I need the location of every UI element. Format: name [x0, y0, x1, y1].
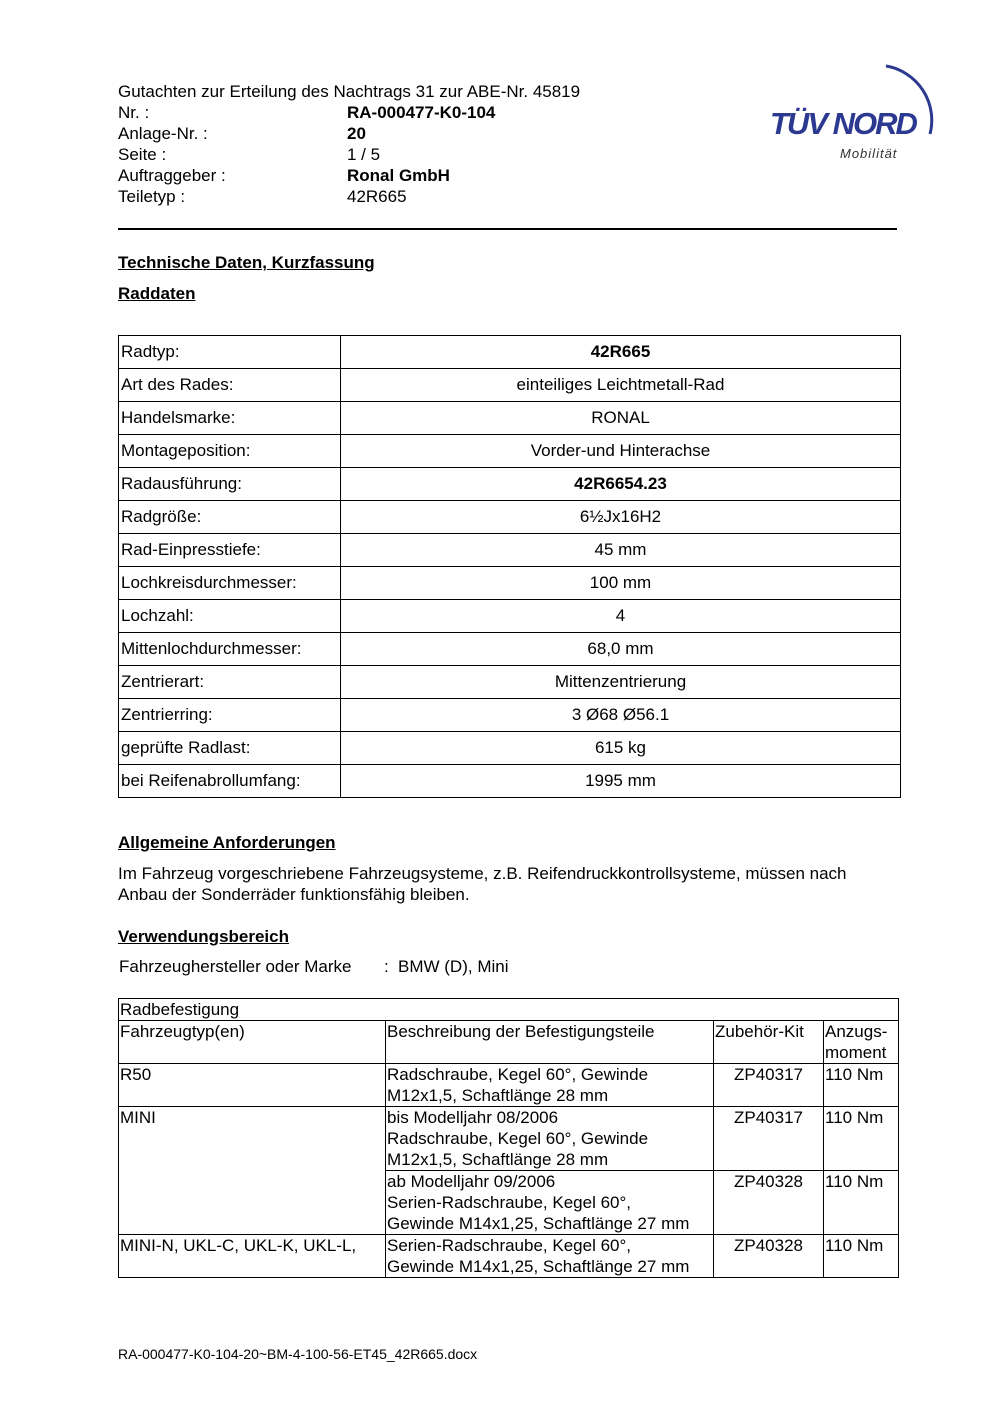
- section-title-technische-daten: Technische Daten, Kurzfassung: [118, 253, 375, 272]
- row-anzugsmoment: 110 Nm: [824, 1235, 899, 1278]
- table-row: [119, 1107, 899, 1171]
- document-title: Gutachten zur Erteilung des Nachtrags 31 zur ABE-Nr. 45819: [118, 82, 581, 101]
- table-row: [119, 567, 901, 600]
- anforderungen-text: Im Fahrzeug vorgeschriebene Fahrzeugsysteme, z.B. Reifendruckkontrollsysteme, müssen nach Anbau der Sonderräder funktionsfähig bleiben.: [118, 864, 847, 904]
- row-fahrzeugtyp: MINI: [119, 1107, 386, 1171]
- logo-brand-text: TÜV NORD: [770, 106, 916, 141]
- header-divider: [118, 228, 897, 230]
- table-row: [119, 534, 901, 567]
- table-row: [119, 1235, 899, 1278]
- section-title-raddaten: Raddaten: [118, 284, 196, 303]
- header-fahrzeugtyp: Fahrzeugtyp(en): [119, 1021, 386, 1064]
- row-anzugsmoment: 110 Nm: [824, 1064, 899, 1107]
- raddaten-table: [118, 335, 901, 798]
- table-row: [119, 468, 901, 501]
- raddaten-label: Montageposition:: [119, 435, 341, 468]
- header-value-seite: 1 / 5: [347, 145, 381, 164]
- raddaten-value: 4: [341, 600, 901, 633]
- table-row: [119, 1064, 899, 1107]
- raddaten-value: 615 kg: [341, 732, 901, 765]
- raddaten-label: Zentrierart:: [119, 666, 341, 699]
- raddaten-value: Vorder-und Hinterachse: [341, 435, 901, 468]
- row-zubehoer-kit: ZP40328: [714, 1171, 824, 1235]
- raddaten-label: Lochkreisdurchmesser:: [119, 567, 341, 600]
- row-anzugsmoment: 110 Nm: [824, 1107, 899, 1171]
- raddaten-label: Lochzahl:: [119, 600, 341, 633]
- radbefestigung-table: [118, 998, 899, 1278]
- table-row: [119, 1171, 899, 1235]
- raddaten-value: 45 mm: [341, 534, 901, 567]
- table-row: [119, 600, 901, 633]
- table-row: [119, 666, 901, 699]
- row-fahrzeugtyp: [119, 1171, 386, 1235]
- table-row: [119, 435, 901, 468]
- header-zubehoer-kit: Zubehör-Kit: [714, 1021, 824, 1064]
- raddaten-label: Zentrierring:: [119, 699, 341, 732]
- raddaten-value: 3 Ø68 Ø56.1: [341, 699, 901, 732]
- table-row: [119, 765, 901, 798]
- header-value-anlage: 20: [347, 124, 366, 143]
- row-beschreibung: bis Modelljahr 08/2006 Radschraube, Kegel 60°, Gewinde M12x1,5, Schaftlänge 28 mm: [386, 1107, 714, 1171]
- verwendung-value: BMW (D), Mini: [398, 957, 509, 976]
- row-zubehoer-kit: ZP40317: [714, 1064, 824, 1107]
- raddaten-value: 42R6654.23: [341, 468, 901, 501]
- row-zubehoer-kit: ZP40328: [714, 1235, 824, 1278]
- logo-sub-text: Mobilität: [840, 146, 898, 161]
- raddaten-value: 6½Jx16H2: [341, 501, 901, 534]
- row-fahrzeugtyp: MINI-N, UKL-C, UKL-K, UKL-L,: [119, 1235, 386, 1278]
- header-value-teiletyp: 42R665: [347, 187, 407, 206]
- raddaten-value: 100 mm: [341, 567, 901, 600]
- row-anzugsmoment: 110 Nm: [824, 1171, 899, 1235]
- header-anzugsmoment: Anzugs- moment: [824, 1021, 899, 1064]
- footer-filename: RA-000477-K0-104-20~BM-4-100-56-ET45_42R665.docx: [118, 1346, 478, 1362]
- table-row: [119, 501, 901, 534]
- header-beschreibung: Beschreibung der Befestigungsteile: [386, 1021, 714, 1064]
- table-row: [119, 402, 901, 435]
- radbefestigung-caption: Radbefestigung: [119, 999, 899, 1021]
- raddaten-value: 42R665: [341, 336, 901, 369]
- tuv-nord-logo: [768, 60, 948, 165]
- raddaten-label: Radtyp:: [119, 336, 341, 369]
- raddaten-value: 68,0 mm: [341, 633, 901, 666]
- raddaten-label: geprüfte Radlast:: [119, 732, 341, 765]
- header-label-seite: Seite :: [118, 145, 167, 164]
- table-row: [119, 336, 901, 369]
- raddaten-label: bei Reifenabrollumfang:: [119, 765, 341, 798]
- raddaten-label: Mittenlochdurchmesser:: [119, 633, 341, 666]
- raddaten-label: Radausführung:: [119, 468, 341, 501]
- header-label-auftraggeber: Auftraggeber :: [118, 166, 226, 185]
- verwendung-label: Fahrzeughersteller oder Marke: [119, 957, 352, 976]
- row-beschreibung: ab Modelljahr 09/2006 Serien-Radschraube, Kegel 60°, Gewinde M14x1,25, Schaftlänge 27 mm: [386, 1171, 714, 1235]
- raddaten-label: Art des Rades:: [119, 369, 341, 402]
- section-title-verwendungsbereich: Verwendungsbereich: [118, 927, 289, 946]
- section-title-anforderungen: Allgemeine Anforderungen: [118, 833, 336, 852]
- raddaten-label: Rad-Einpresstiefe:: [119, 534, 341, 567]
- header-label-anlage: Anlage-Nr. :: [118, 124, 208, 143]
- verwendung-separator: :: [384, 957, 389, 976]
- table-row: [119, 633, 901, 666]
- raddaten-value: 1995 mm: [341, 765, 901, 798]
- table-row: [119, 369, 901, 402]
- raddaten-value: RONAL: [341, 402, 901, 435]
- raddaten-value: einteiliges Leichtmetall-Rad: [341, 369, 901, 402]
- row-fahrzeugtyp: R50: [119, 1064, 386, 1107]
- raddaten-label: Radgröße:: [119, 501, 341, 534]
- raddaten-value: Mittenzentrierung: [341, 666, 901, 699]
- raddaten-label: Handelsmarke:: [119, 402, 341, 435]
- header-label-nr: Nr. :: [118, 103, 150, 122]
- row-zubehoer-kit: ZP40317: [714, 1107, 824, 1171]
- header-label-teiletyp: Teiletyp :: [118, 187, 186, 206]
- row-beschreibung: Serien-Radschraube, Kegel 60°, Gewinde M14x1,25, Schaftlänge 27 mm: [386, 1235, 714, 1278]
- radbefestigung-header-row: [119, 1021, 899, 1064]
- header-value-nr: RA-000477-K0-104: [347, 103, 496, 122]
- table-row: [119, 699, 901, 732]
- header-value-auftraggeber: Ronal GmbH: [347, 166, 450, 185]
- row-beschreibung: Radschraube, Kegel 60°, Gewinde M12x1,5, Schaftlänge 28 mm: [386, 1064, 714, 1107]
- table-row: [119, 732, 901, 765]
